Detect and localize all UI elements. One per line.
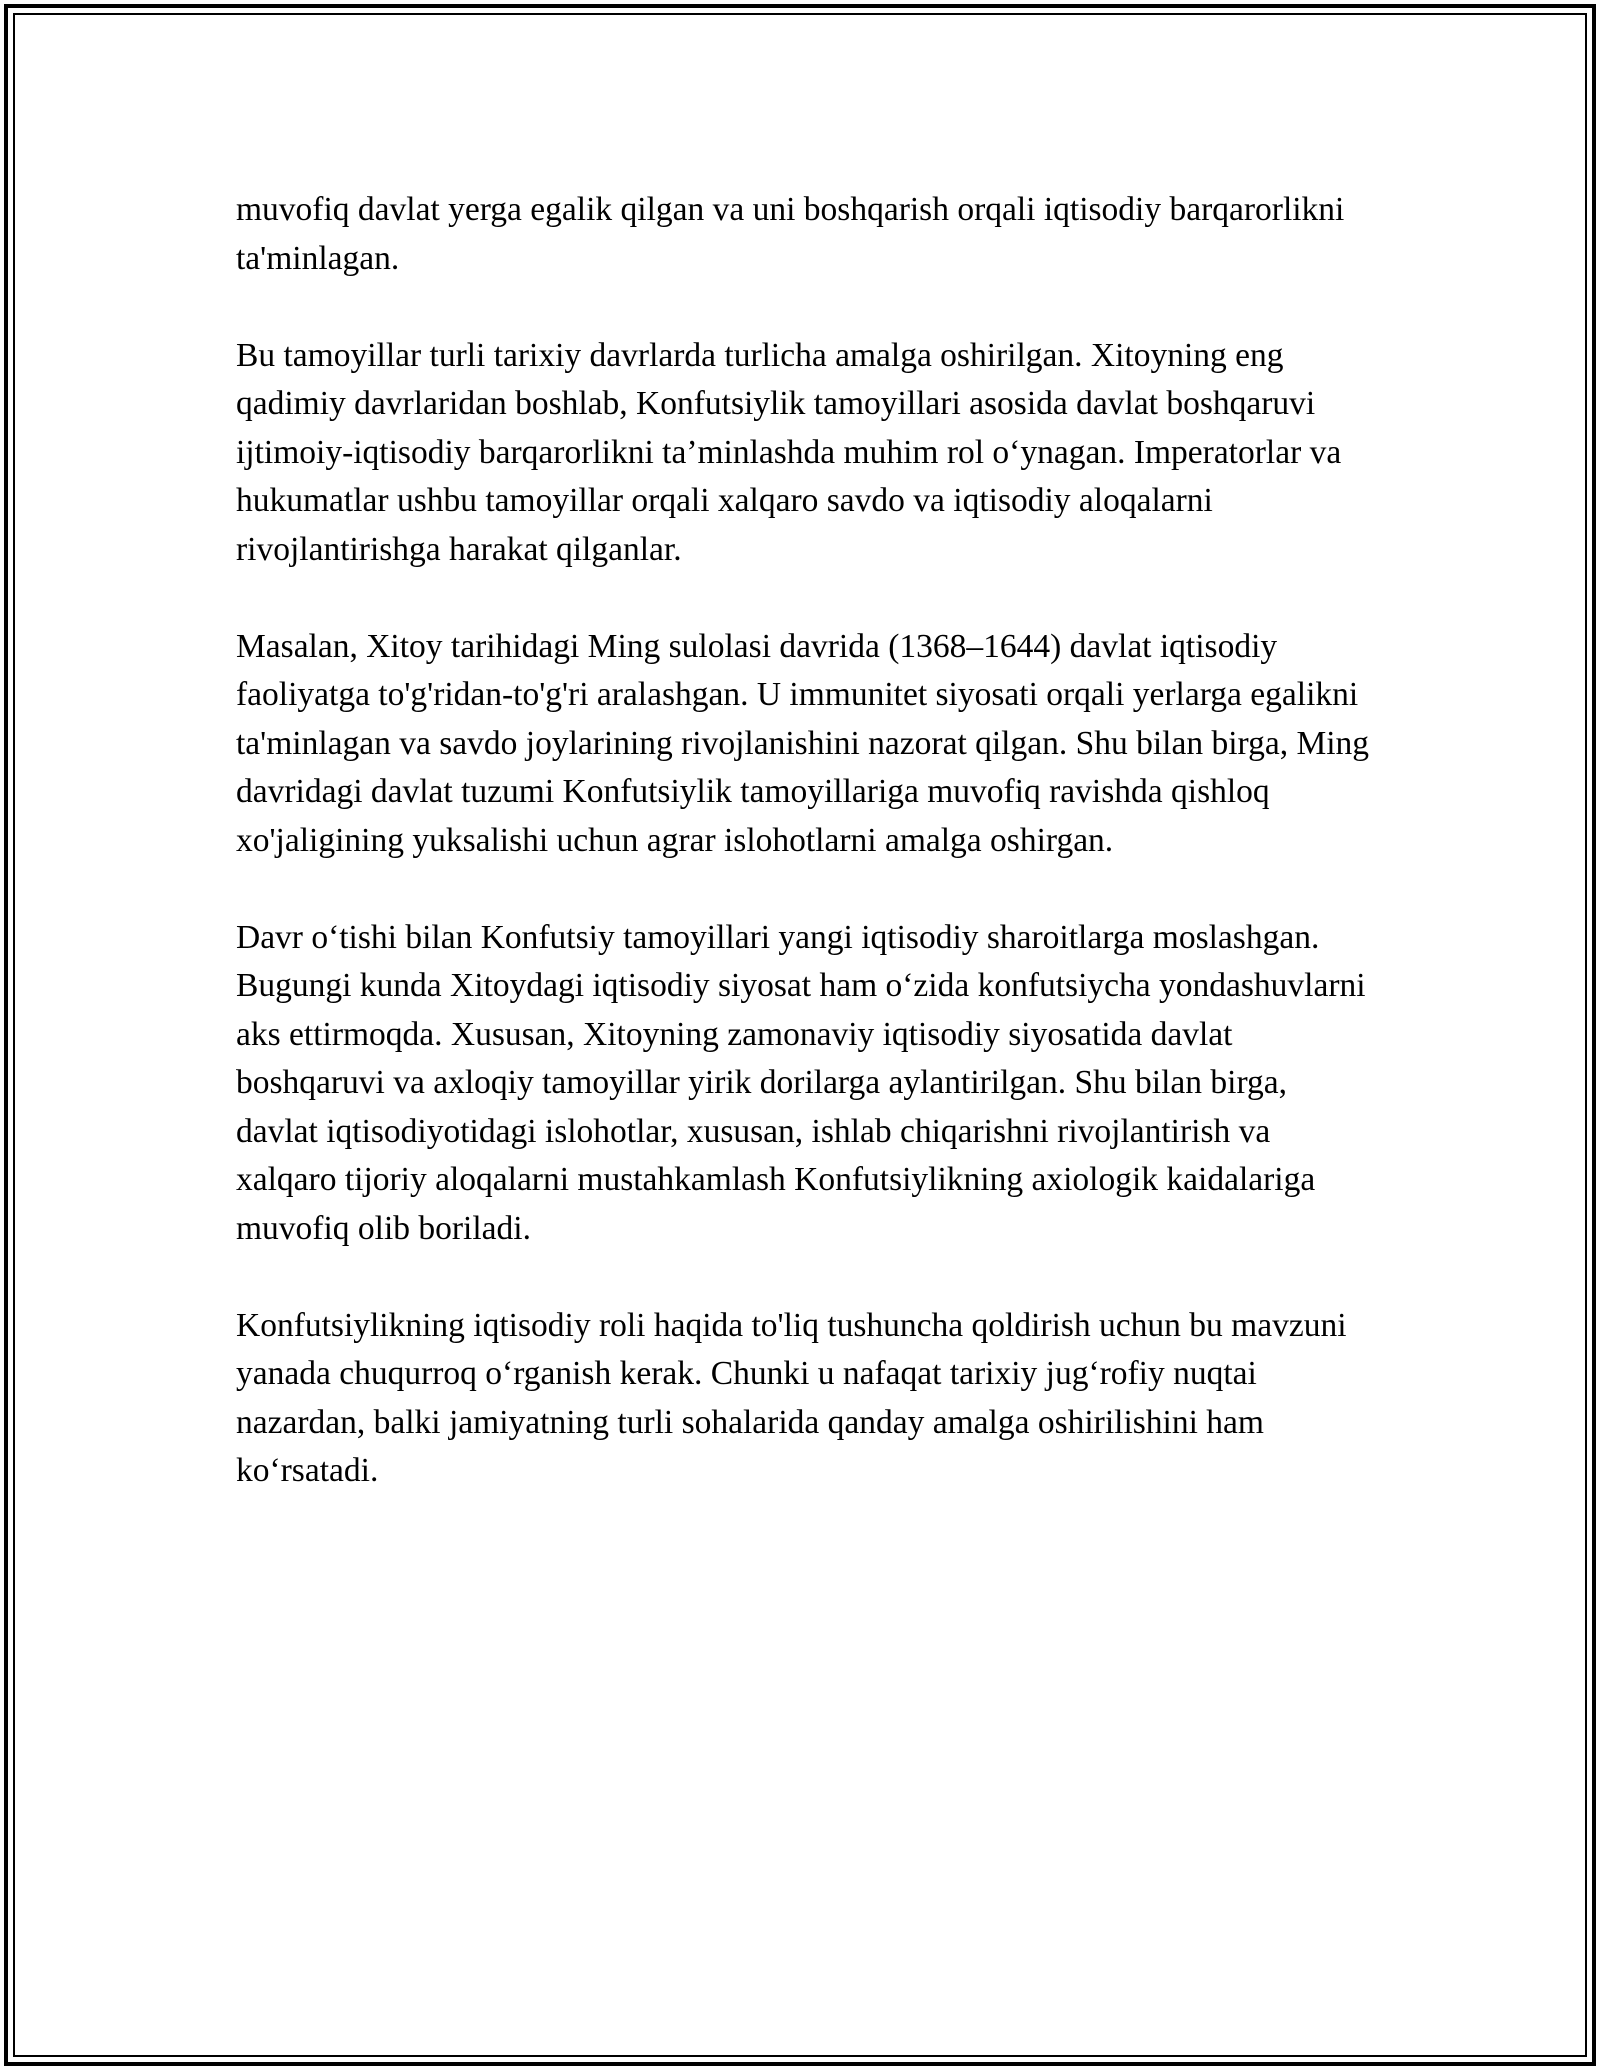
document-body (236, 186, 1376, 1544)
paragraph: muvofiq davlat yerga egalik qilgan va uni boshqarish orqali iqtisodiy barqarorlikni ta'minlagan. (236, 191, 1345, 277)
paragraph: Konfutsiylikning iqtisodiy roli haqida to'liq tushuncha qoldirish uchun bu mavzuni yanada chuqurroq o‘rganish kerak. Chunki u nafaqat tarixiy jug‘rofiy nuqtai nazardan, balki jamiyatning turli sohalarida qanday amalga oshirilishini ham ko‘rsatadi. (236, 1306, 1347, 1489)
paragraph: Bu tamoyillar turli tarixiy davrlarda turlicha amalga oshirilgan. Xitoyning eng qadimiy davrlaridan boshlab, Konfutsiylik tamoyillari asosida davlat boshqaruvi ijtimoiy-iqtisodiy barqarorlikni ta’minlashda muhim rol o‘ynagan. Imperatorlar va hukumatlar ushbu tamoyillar orqali xalqaro savdo va iqtisodiy aloqalarni rivojlantirishga harakat qilganlar. (236, 336, 1342, 568)
paragraph: Masalan, Xitoy tarihidagi Ming sulolasi davrida (1368–1644) davlat iqtisodiy faoliyatga to'g'ridan-to'g'ri aralashgan. U immunitet siyosati orqali yerlarga egalikni ta'minlagan va savdo joylarining rivojlanishini nazorat qilgan. Shu bilan birga, Ming davridagi davlat tuzumi Konfutsiylik tamoyillariga muvofiq ravishda qishloq xo'jaligining yuksalishi uchun agrar islohotlarni amalga oshirgan. (236, 627, 1370, 859)
paragraph: Davr o‘tishi bilan Konfutsiy tamoyillari yangi iqtisodiy sharoitlarga moslashgan. Bugungi kunda Xitoydagi iqtisodiy siyosat ham o‘zida konfutsiycha yondashuvlarni aks ettirmoqda. Xususan, Xitoyning zamonaviy iqtisodiy siyosatida davlat boshqaruvi va axloqiy tamoyillar yirik dorilarga aylantirilgan. Shu bilan birga, davlat iqtisodiyotidagi islohotlar, xususan, ishlab chiqarishni rivojlantirish va xalqaro tijoriy aloqalarni mustahkamlash Konfutsiylikning axiologik kaidalariga muvofiq olib boriladi. (236, 918, 1366, 1247)
